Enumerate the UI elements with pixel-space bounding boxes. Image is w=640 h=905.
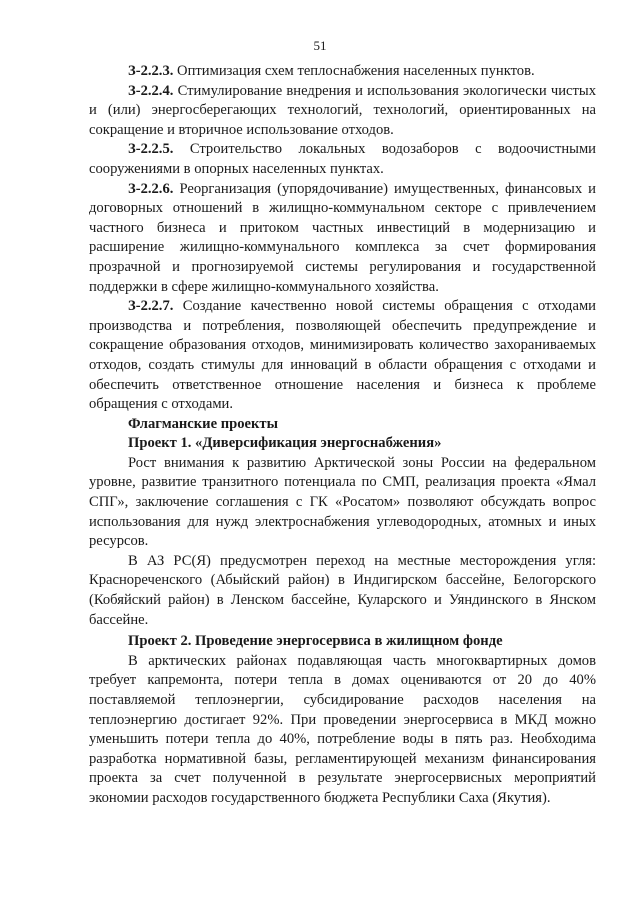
item-3-2-2-6	[89, 180, 596, 298]
item-text: Стимулирование внедрения и использования экологически чистых и (или) энергосберегающих технологий, технологий, ориентированных на сокращение и вторичное использование отходов.	[89, 82, 596, 138]
item-text: Реорганизация (упорядочивание) имущественных, финансовых и договорных отношений в жилищно-коммунальном секторе с привлечением частного бизнеса и притоком частных инвестиций в модернизацию и расширение жилищно-коммунального комплекса за счет формирования прозрачной и прогнозируемой системы регулирования и государственной поддержки в сфере жилищно-коммунального хозяйства.	[89, 180, 596, 295]
item-3-2-2-7	[89, 297, 596, 415]
flagship-heading: Флагманские проекты	[128, 415, 278, 432]
item-code: З-2.2.7.	[128, 298, 174, 315]
project-1-paragraph: В АЗ РС(Я) предусмотрен переход на местные месторождения угля: Краснореченского (Абыйский район) в Индигирском бассейне, Белогорского (Кобяйский район) в Ленском бассейне, Куларского и Уяндинского в Янском бассейне.	[89, 552, 596, 628]
document-body	[89, 62, 596, 809]
project-2-title: Проект 2. Проведение энергосервиса в жилищном фонде	[128, 633, 503, 650]
item-code: З-2.2.4.	[128, 82, 174, 99]
item-code: З-2.2.5.	[128, 141, 174, 158]
item-text: Оптимизация схем теплоснабжения населенных пунктов.	[173, 63, 535, 79]
item-3-2-2-3	[89, 62, 596, 82]
item-3-2-2-4	[89, 82, 596, 141]
item-text: Создание качественно новой системы обращения с отходами производства и потребления, позволяющей обеспечить предупреждение и сокращение образования отходов, минимизировать количество захораниваемых отходов, создать стимулы для инноваций в области обращения с отходами и обеспечить ответственное отношение населения и бизнеса к проблеме обращения с отходами.	[89, 298, 596, 413]
project-1-title: Проект 1. «Диверсификация энергоснабжения»	[128, 435, 442, 452]
item-code: З-2.2.3.	[128, 63, 174, 79]
project-1-paragraph: Рост внимания к развитию Арктической зоны России на федеральном уровне, развитие транзитного потенциала по СМП, реализация проекта «Ямал СПГ», заключение соглашения с ГК «Росатом» позволяют обсуждать вопрос использования для нужд электроснабжения углеводородных, атомных и иных ресурсов.	[89, 454, 596, 550]
item-code: З-2.2.6.	[128, 180, 174, 197]
project-2-paragraph: В арктических районах подавляющая часть многоквартирных домов требует капремонта, потери тепла в домах оцениваются от 20 до 40% поставляемой теплоэнергии, субсидирование расходов населения на теплоэнергию достигает 92%. При проведении энергосервиса в МКД можно уменьшить потери тепла до 40%, потребление воды в пять раз. Необходима разработка нормативной базы, регламентирующей механизм финансирования проекта за счет полученной в результате энергосервисных мероприятий экономии расходов государственного бюджета Республики Саха (Якутия).	[89, 652, 596, 806]
page-number: 51	[313, 38, 327, 53]
item-text: Строительство локальных водозаборов с водоочистными сооружениями в опорных населенных пунктах.	[89, 141, 596, 177]
item-3-2-2-5	[89, 140, 596, 179]
